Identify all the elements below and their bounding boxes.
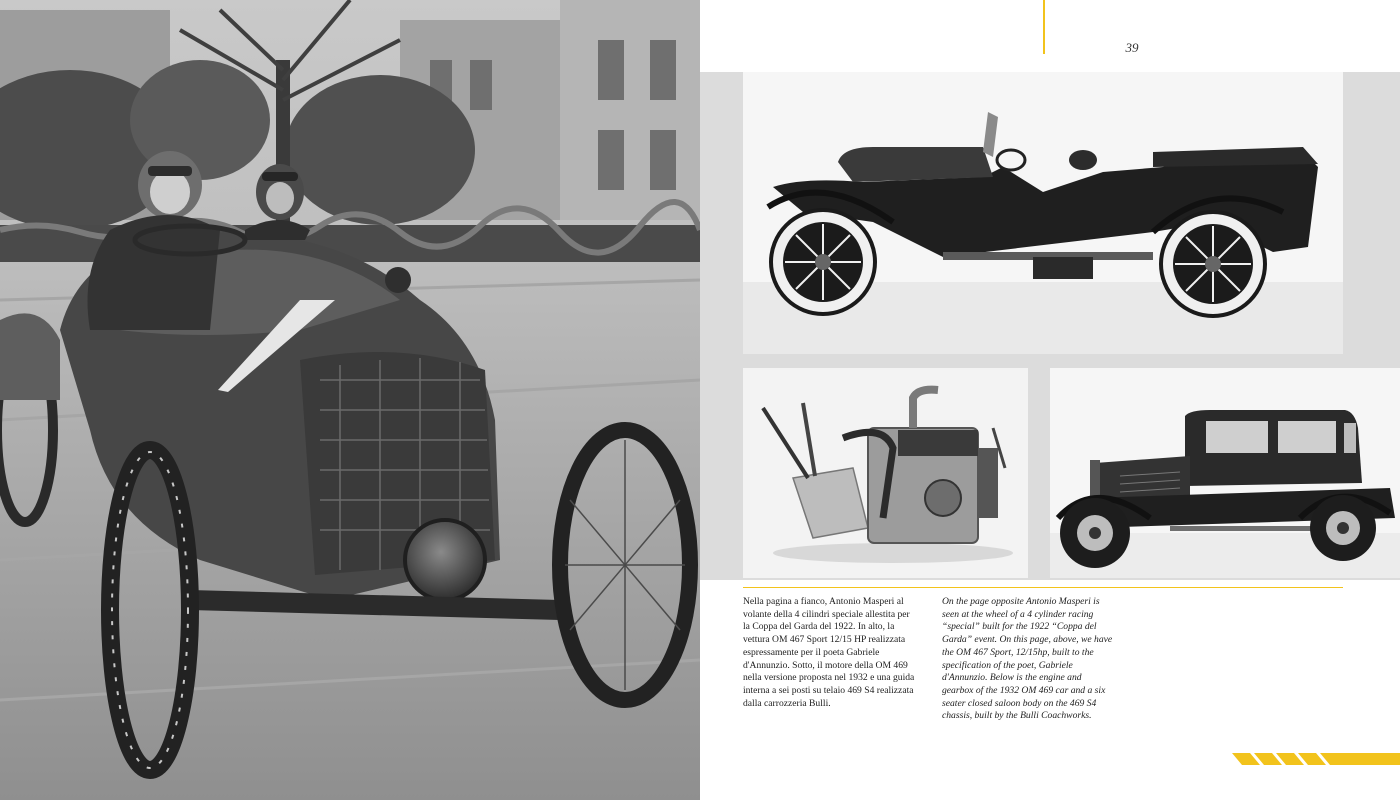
caption-italian: Nella pagina a fianco, Antonio Masperi al volante della 4 cilindri speciale allestita per la Coppa del Garda del 1922. In alto, la vettura OM 467 Sport 12/15 HP realizzata espressamente per il poeta Gabriele d'Annunzio. Sotto, il motore della OM 469 nella versione proposta nel 1932 e una guida interna a sei posti su telaio 469 S4 realizzata dalla carrozzeria Bulli. xyxy=(743,596,915,709)
bulli-saloon-photo xyxy=(1050,368,1400,578)
decorative-yellow-stripes xyxy=(1232,753,1400,765)
caption-english: On the page opposite Antonio Masperi is seen at the wheel of a 4 cylinder racing “special” built for the 1922 “Coppa del Garda” event. On this page, above, we have the OM 467 Sport, 12/15hp, built to the specification of the poet, Gabriele d'Annunzio. Below is the engine and gearbox of the 1932 OM 469 car and a six seater closed saloon body on the 469 S4 chassis, built by the Bulli Coachworks. xyxy=(942,596,1113,722)
om-469-engine-photo xyxy=(743,368,1028,578)
gutter-accent-line xyxy=(1043,0,1045,54)
om-467-sport-photo xyxy=(743,72,1343,354)
caption-accent-line xyxy=(743,587,1343,588)
page-number: 39 xyxy=(1125,40,1139,55)
